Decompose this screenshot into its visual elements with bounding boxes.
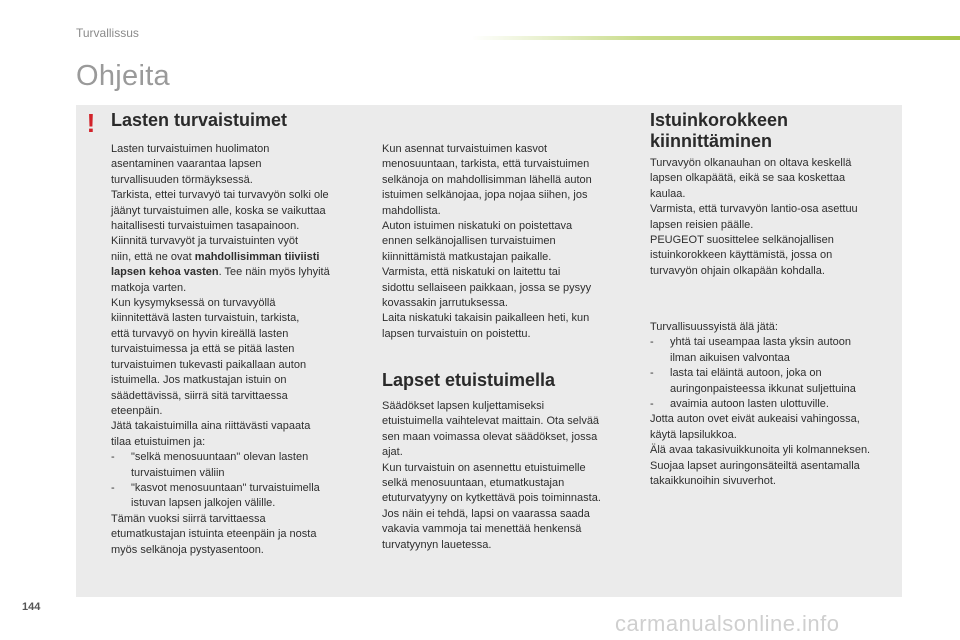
list-item — [111, 450, 361, 481]
text-line: lasta tai eläintä autoon, joka on — [670, 367, 822, 380]
text-line: Tarkista, ettei turvavyö tai turvavyön solki ole — [111, 189, 329, 202]
text-line: sen maan voimassa olevat säädökset, jossa — [382, 430, 598, 443]
section-label: Turvallissus — [76, 26, 139, 40]
list-item — [650, 397, 902, 412]
bold-text: lapsen kehoa vasten — [111, 266, 219, 279]
text-line: Turvavyön olkanauhan on oltava keskellä — [650, 157, 852, 169]
text-line: tilaa etuistuimen ja: — [111, 435, 206, 448]
text-line: säädettävissä, siirrä sitä tarvittaessa — [111, 389, 288, 402]
text-line: matkoja varten. — [111, 281, 187, 294]
text-line: istuimen selkänojaa, jopa nojaa siihen, jos — [382, 189, 588, 202]
text-line: istuinkorokkeen käyttämistä, jossa on — [650, 249, 833, 262]
text-line: kaulaa. — [650, 187, 686, 200]
text-line: avaimia autoon lasten ulottuville. — [670, 398, 829, 411]
exclamation-icon: ! — [86, 108, 96, 138]
page-number: 144 — [22, 601, 41, 613]
text-line: turvaistuimessa ja että se pitää lasten — [111, 343, 295, 356]
text-line: "selkä menosuuntaan" olevan lasten — [131, 451, 309, 464]
text-line: sidottu sellaiseen paikkaan, jossa se pysyy — [382, 281, 592, 294]
text-line: Säädökset lapsen kuljettamiseksi — [382, 400, 545, 412]
text-line: menosuuntaan, tarkista, että turvaistuimen — [382, 158, 590, 171]
text-line: Jos näin ei tehdä, lapsi on vaarassa saada — [382, 507, 590, 520]
text-line: Varmista, että turvavyön lantio-osa asettuu — [650, 203, 858, 216]
text-line: Jätä takaistuimilla aina riittävästi vapaata — [111, 420, 311, 433]
text-line: turvavyön ohjain olkapään kohdalla. — [650, 264, 825, 277]
header-rule — [472, 36, 960, 40]
text-line: käytä lapsilukkoa. — [650, 428, 737, 441]
text-line: Varmista, että niskatuki on laitettu tai — [382, 266, 561, 279]
booster-seat-text — [650, 156, 902, 279]
text-line: turvallisuuden törmäyksessä. — [111, 173, 253, 186]
text-line: istuvan lapsen jalkojen välille. — [131, 497, 276, 510]
text-line: Laita niskatuki takaisin paikalleen heti, kun — [382, 312, 590, 325]
list-dash: - — [650, 398, 654, 411]
text-line: etuturvatyyny on kytkettävä pois toiminnasta. — [382, 492, 601, 505]
text-line: jäänyt turvaistuimen alle, koska se vaikuttaa — [111, 204, 326, 217]
child-seats-column-2 — [382, 142, 632, 342]
text-line: turvaistuimen tukevasti paikallaan auton — [111, 358, 307, 371]
heading-child-seats: Lasten turvaistuimet — [111, 110, 288, 130]
text-line: Kun turvaistuin on asennettu etuistuimelle — [382, 461, 586, 474]
text-line: eteenpäin. — [111, 404, 163, 417]
emphasis-line-2 — [111, 265, 361, 280]
emphasis-line-1 — [111, 250, 361, 265]
heading-line: Istuinkorokkeen — [650, 110, 789, 130]
text-line: turvatyynyn lauetessa. — [382, 538, 492, 551]
bold-text: mahdollisimman tiiviisti — [194, 250, 320, 263]
list-item — [650, 335, 902, 366]
text-line: ilman aikuisen valvontaa — [670, 351, 790, 364]
text-line: Lasten turvaistuimen huolimaton — [111, 143, 270, 155]
heading-front-seat: Lapset etuistuimella — [382, 370, 556, 390]
text-line: Älä avaa takasivuikkunoita yli kolmanneksen. — [650, 444, 871, 457]
list-dash: - — [111, 481, 115, 494]
text-line: selkänoja on mahdollisimman lähellä auton — [382, 173, 592, 186]
watermark: carmanualsonline.info — [615, 611, 840, 636]
text-line: etumatkustajan istuinta eteenpäin ja nosta — [111, 528, 317, 541]
list-dash: - — [650, 367, 654, 380]
text-line: PEUGEOT suosittelee selkänojallisen — [650, 234, 834, 247]
text-fragment: . Tee näin myös lyhyitä — [218, 266, 330, 279]
text-line: istuimella. Jos matkustajan istuin on — [111, 374, 287, 387]
text-line: yhtä tai useampaa lasta yksin autoon — [670, 336, 852, 349]
text-line: Auton istuimen niskatuki on poistettava — [382, 220, 573, 233]
text-line: haitallisesti turvaistuimen tasapainoon. — [111, 220, 300, 233]
text-line: turvaistuimen väliin — [131, 466, 225, 479]
text-line: Kun kysymyksessä on turvavyöllä — [111, 297, 276, 310]
page-title: Ohjeita — [76, 60, 170, 92]
text-line: Turvallisuussyistä älä jätä: — [650, 321, 778, 333]
heading-booster-seat — [650, 110, 900, 152]
child-seats-column-1 — [111, 142, 361, 558]
text-line: lapsen turvaistuin on poistettu. — [382, 327, 531, 340]
text-line: mahdollista. — [382, 204, 441, 217]
text-line: takaikkunoihin sivuverhot. — [650, 475, 776, 488]
text-line: auringonpaisteessa ikkunat suljettuina — [670, 382, 856, 395]
text-line: Tämän vuoksi siirrä tarvittaessa — [111, 512, 266, 525]
front-seat-text — [382, 399, 637, 553]
text-line: ennen selkänojallisen turvaistuimen — [382, 235, 556, 248]
text-line: "kasvot menosuuntaan" turvaistuimella — [131, 481, 320, 494]
list-dash: - — [111, 451, 115, 464]
text-line: asentaminen vaarantaa lapsen — [111, 158, 262, 171]
text-line: kovassakin jarrutuksessa. — [382, 297, 508, 310]
text-line: vakavia vammoja tai menettää henkensä — [382, 523, 582, 536]
list-item — [111, 481, 361, 512]
list-item — [650, 366, 902, 397]
text-line: Kiinnitä turvavyöt ja turvaistuinten vyöt — [111, 235, 299, 248]
text-line: kiinnitettävä lasten turvaistuin, tarkista, — [111, 312, 300, 325]
text-line: ajat. — [382, 446, 403, 459]
text-line: Kun asennat turvaistuimen kasvot — [382, 143, 548, 155]
text-line: myös selkänoja pystyasentoon. — [111, 543, 264, 556]
text-line: Jotta auton ovet eivät aukeaisi vahingossa, — [650, 413, 860, 426]
list-dash: - — [650, 336, 654, 349]
safety-text — [650, 320, 902, 489]
text-line: että turvavyö on hyvin kireällä lasten — [111, 327, 289, 340]
text-line: kiinnittämistä matkustajan paikalle. — [382, 250, 552, 263]
text-fragment: niin, että ne ovat — [111, 250, 192, 263]
text-line: etuistuimella vaihtelevat maittain. Ota selvää — [382, 415, 600, 428]
text-line: selkä menosuuntaan, etumatkustajan — [382, 477, 565, 490]
heading-line: kiinnittäminen — [650, 131, 773, 151]
text-line: lapsen olkapäätä, eikä se saa koskettaa — [650, 172, 846, 185]
text-line: Suojaa lapset auringonsäteiltä asentamalla — [650, 459, 860, 472]
text-line: lapsen reisien päälle. — [650, 218, 754, 231]
